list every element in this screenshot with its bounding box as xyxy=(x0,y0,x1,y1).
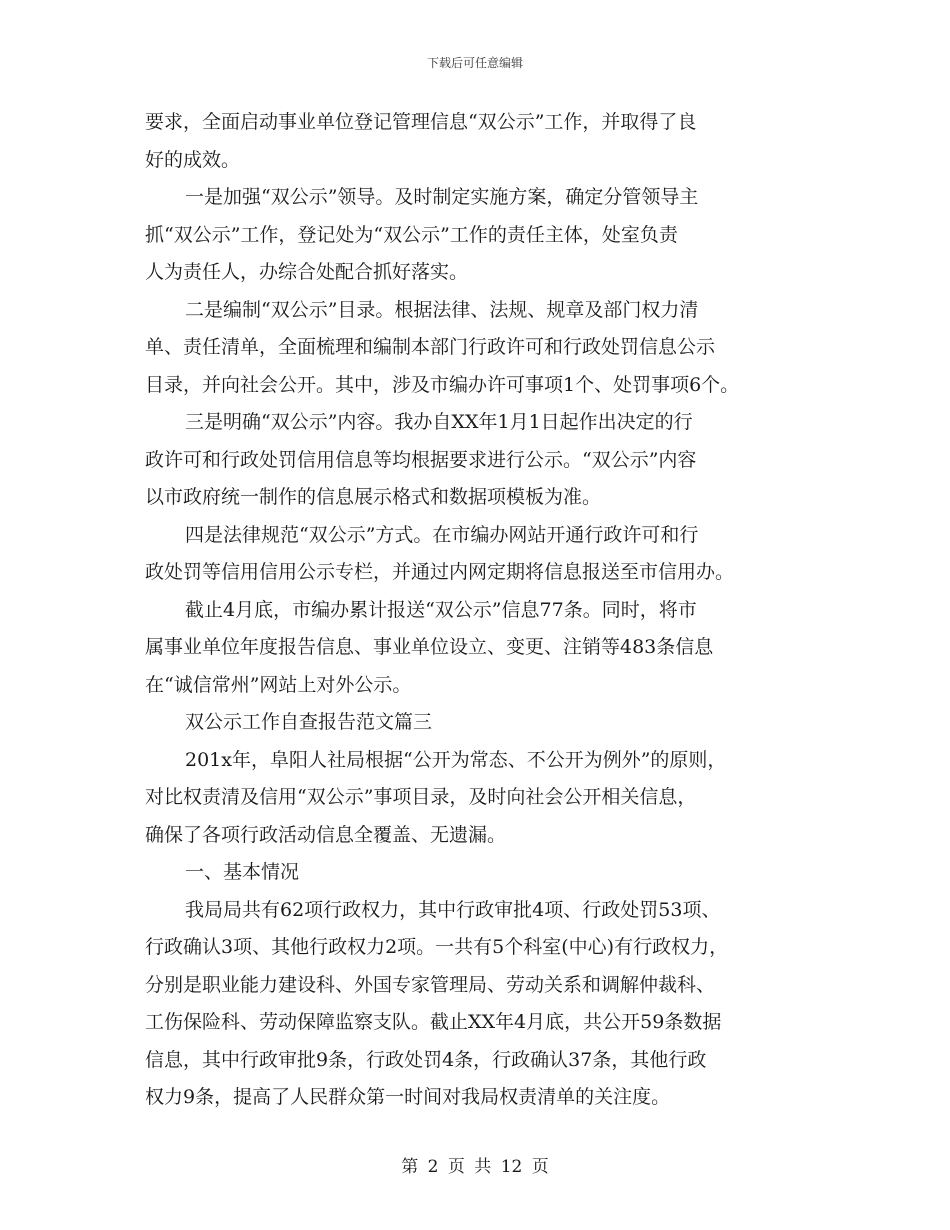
text-line: 在“诚信常州”网站上对外公示。 xyxy=(145,673,412,696)
paragraph xyxy=(145,517,815,592)
text-line: 工伤保险科、劳动保障监察支队。截止XX年4月底，共公开59条数据 xyxy=(145,1011,722,1033)
text-line: 201x年，阜阳人社局根据“公开为常态、不公开为例外”的原则， xyxy=(185,748,727,771)
paragraph xyxy=(145,104,815,179)
text-line: 对比权责清及信用“双公示”事项目录，及时向社会公开相关信息， xyxy=(145,786,697,808)
paragraph xyxy=(145,292,815,405)
text-line: 人为责任人，办综合处配合抓好落实。 xyxy=(145,261,469,283)
text-line: 分别是职业能力建设科、外国专家管理局、劳动关系和调解仲裁科、 xyxy=(145,973,716,996)
text-line: 属事业单位年度报告信息、事业单位设立、变更、注销等483条信息 xyxy=(145,636,714,658)
text-line: 好的成效。 xyxy=(145,148,241,171)
text-line: 二是编制“双公示”目录。根据法律、法规、规章及部门权力清 xyxy=(185,298,699,321)
page-number-footer: 第 2 页 共 12 页 xyxy=(401,1157,549,1177)
text-line: 一是加强“双公示”领导。及时制定实施方案，确定分管领导主 xyxy=(185,186,699,208)
paragraph xyxy=(145,179,815,292)
text-line: 我局局共有62项行政权力，其中行政审批4项、行政处罚53项、 xyxy=(185,898,721,921)
page-header-note: 下载后可任意编辑 xyxy=(426,56,523,70)
paragraph xyxy=(145,854,815,892)
paragraph xyxy=(145,592,815,705)
text-line: 抓“双公示”工作，登记处为“双公示”工作的责任主体，处室负责 xyxy=(145,223,678,246)
paragraph xyxy=(145,742,815,855)
text-line: 双公示工作自查报告范文篇三 xyxy=(185,711,433,733)
text-line: 截止4月底，市编办累计报送“双公示”信息77条。同时，将市 xyxy=(185,598,697,621)
text-line: 确保了各项行政活动信息全覆盖、无遗漏。 xyxy=(145,823,507,846)
text-line: 政处罚等信用信用公示专栏，并通过内网定期将信息报送至市信用办。 xyxy=(145,561,735,583)
text-line: 单、责任清单，全面梳理和编制本部门行政许可和行政处罚信息公示 xyxy=(145,336,716,358)
text-line: 三是明确“双公示”内容。我办自XX年1月1日起作出决定的行 xyxy=(185,411,693,433)
paragraph xyxy=(145,404,815,517)
text-line: 政许可和行政处罚信用信息等均根据要求进行公示。“双公示”内容 xyxy=(145,448,697,471)
document-body xyxy=(145,104,815,1117)
text-line: 要求，全面启动事业单位登记管理信息“双公示”工作，并取得了良 xyxy=(145,111,697,133)
text-line: 一、基本情况 xyxy=(185,861,300,883)
text-line: 权力9条，提高了人民群众第一时间对我局权责清单的关注度。 xyxy=(145,1086,671,1108)
text-line: 四是法律规范“双公示”方式。在市编办网站开通行政许可和行 xyxy=(185,523,699,546)
paragraph xyxy=(145,704,815,742)
text-line: 行政确认3项、其他行政权力2项。一共有5个科室(中心)有行政权力， xyxy=(145,936,729,958)
paragraph xyxy=(145,892,815,1117)
text-line: 信息，其中行政审批9条，行政处罚4条，行政确认37条，其他行政 xyxy=(145,1048,707,1071)
text-line: 以市政府统一制作的信息展示格式和数据项模板为准。 xyxy=(145,486,602,508)
text-line: 目录，并向社会公开。其中，涉及市编办许可事项1个、处罚事项6个。 xyxy=(145,373,740,396)
